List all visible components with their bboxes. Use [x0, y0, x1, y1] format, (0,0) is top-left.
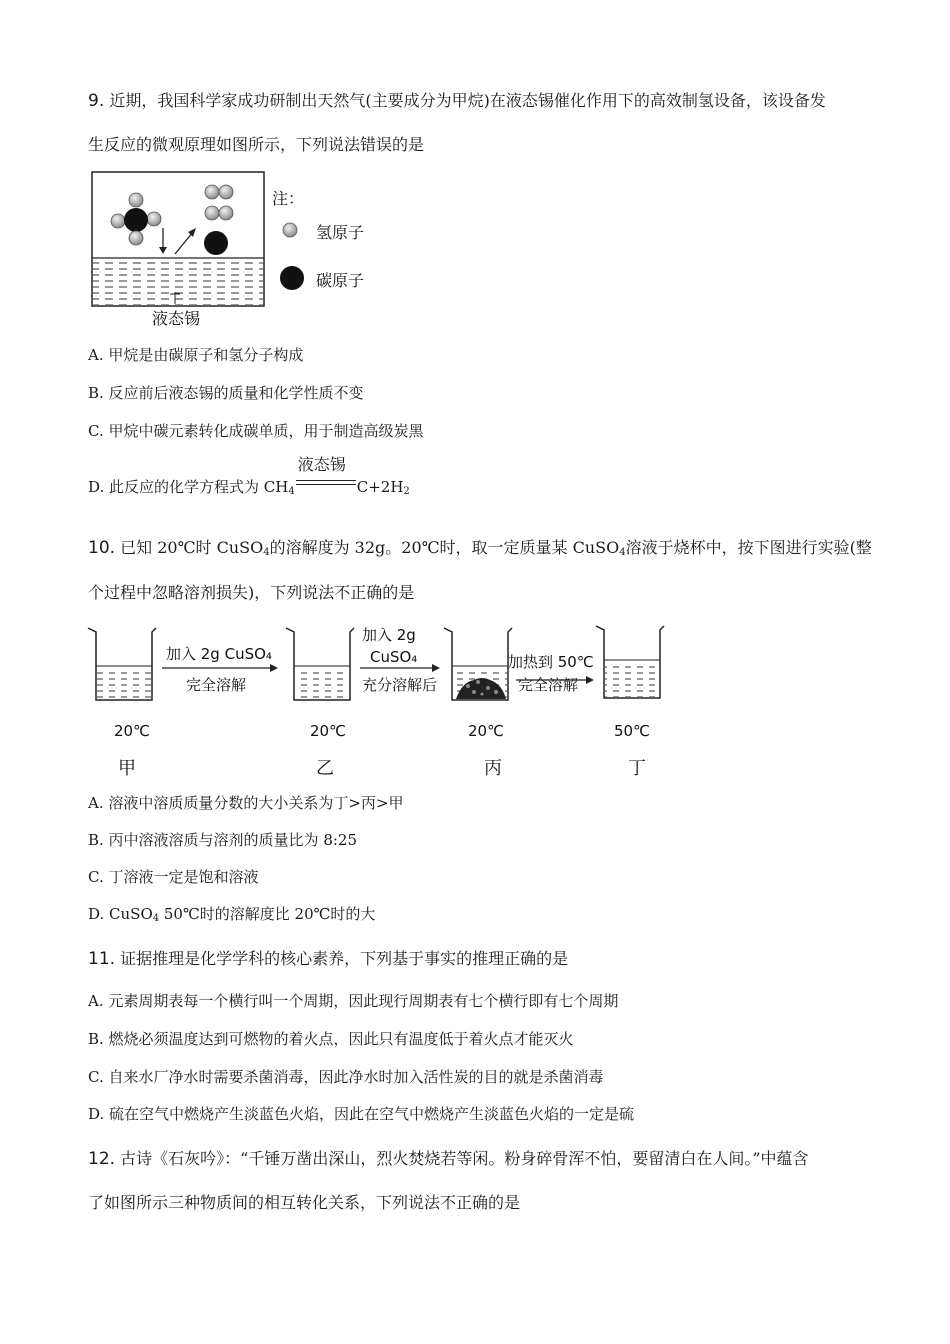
beaker-jia	[88, 628, 156, 700]
legend-h-icon	[283, 223, 297, 237]
q10-d-b: 50℃时的溶解度比 20℃时的大	[159, 905, 376, 923]
step2-bottom: 充分溶解后	[362, 676, 438, 694]
q10-d-a: D. CuSO	[88, 905, 153, 923]
c-atom	[204, 231, 228, 255]
q9-d-arrow	[296, 455, 356, 492]
q10-sub-b: 4	[619, 547, 626, 558]
step3-bottom: 完全溶解	[518, 676, 579, 694]
beaker-temp: 20℃	[468, 722, 504, 740]
q10-d-sub: 4	[152, 913, 160, 924]
q9-d-sub1: 4	[288, 486, 295, 497]
tin-label: 液态锡	[152, 309, 201, 328]
beaker-ding	[596, 626, 664, 698]
q12-stem-line1	[88, 1146, 809, 1169]
beaker-temp: 20℃	[310, 722, 346, 740]
q9-diagram	[90, 170, 380, 330]
h-atom	[129, 193, 143, 207]
q10-option-c: C. 丁溶液一定是饱和溶液	[88, 868, 259, 886]
c-atom	[124, 208, 148, 232]
legend-c-label: 碳原子	[316, 271, 365, 290]
q11-option-c: C. 自来水厂净水时需要杀菌消毒，因此净水时加入活性炭的目的就是杀菌消毒	[88, 1068, 604, 1086]
step1-bottom: 完全溶解	[186, 676, 247, 694]
q9-stem-line2: 生反应的微观原理如图所示，下列说法错误的是	[88, 135, 425, 154]
q10-text-c: 溶液于烧杯中，按下图进行实验(整	[625, 538, 872, 557]
q11-option-b: B. 燃烧必须温度达到可燃物的着火点，因此只有温度低于着火点才能灭火	[88, 1030, 574, 1048]
q10-stem-line1	[88, 535, 872, 558]
q9-text-1: 近期，我国科学家成功研制出天然气(主要成分为甲烷)在液态锡催化作用下的高效制氢设备，该设备发	[109, 91, 826, 110]
q11-number: 11.	[88, 949, 116, 969]
q10-text-a: 已知 20℃时 CuSO	[120, 538, 264, 557]
q10-sub-a: 4	[263, 547, 270, 558]
q9-d-sub2: 2	[403, 486, 410, 497]
step2-top2: CuSO₄	[370, 648, 418, 666]
step1-top: 加入 2g CuSO₄	[166, 645, 272, 663]
q10-option-d	[88, 903, 375, 924]
beaker-label: 丁	[628, 758, 646, 779]
h-atom	[129, 231, 143, 245]
legend-title: 注：	[272, 189, 305, 208]
q10-number: 10.	[88, 538, 116, 558]
q9-d-products: C+2H	[356, 478, 404, 496]
beaker-yi	[286, 628, 354, 700]
beaker-label: 甲	[118, 758, 136, 779]
q10-option-a: A. 溶液中溶质质量分数的大小关系为丁>丙>甲	[88, 794, 404, 812]
step3-top: 加热到 50℃	[508, 653, 594, 671]
q11-text: 证据推理是化学学科的核心素养，下列基于事实的推理正确的是	[120, 949, 569, 968]
q9-stem-line1	[88, 88, 826, 111]
beaker-label: 丙	[484, 758, 502, 779]
q9-d-condition: 液态锡	[297, 455, 346, 474]
q11-stem	[88, 946, 568, 969]
step2-top1: 加入 2g	[362, 626, 416, 644]
q11-option-d: D. 硫在空气中燃烧产生淡蓝色火焰，因此在空气中燃烧产生淡蓝色火焰的一定是硫	[88, 1105, 635, 1123]
q10-diagram	[84, 622, 684, 782]
q10-option-b: B. 丙中溶液溶质与溶剂的质量比为 8:25	[88, 831, 358, 849]
q10-stem-line2: 个过程中忽略溶剂损失)，下列说法不正确的是	[88, 583, 415, 602]
q10-text-b: 的溶解度为 32g。20℃时，取一定质量某 CuSO	[269, 538, 620, 557]
q12-stem-line2: 了如图所示三种物质间的相互转化关系，下列说法不正确的是	[88, 1193, 521, 1212]
q9-number: 9.	[88, 91, 105, 111]
q12-text-1: 古诗《石灰吟》：“千锤万凿出深山，烈火焚烧若等闲。粉身碎骨浑不怕，要留清白在人间。”中蕴含	[120, 1149, 809, 1168]
beaker-bing	[444, 628, 512, 700]
beaker-temp: 50℃	[614, 722, 650, 740]
beaker-temp: 20℃	[114, 722, 150, 740]
beaker-label: 乙	[316, 758, 334, 779]
h-atom	[111, 214, 125, 228]
legend-h-label: 氢原子	[316, 223, 365, 242]
q9-d-prefix: D. 此反应的化学方程式为 CH	[88, 478, 289, 496]
q9-option-b: B. 反应前后液态锡的质量和化学性质不变	[88, 384, 364, 402]
q9-option-a: A. 甲烷是由碳原子和氢分子构成	[88, 346, 304, 364]
q9-option-d	[88, 455, 410, 497]
legend-c-icon	[280, 266, 304, 290]
q9-option-c: C. 甲烷中碳元素转化成碳单质，用于制造高级炭黑	[88, 422, 424, 440]
q12-number: 12.	[88, 1149, 116, 1169]
h-atom	[147, 212, 161, 226]
q11-option-a: A. 元素周期表每一个横行叫一个周期，因此现行周期表有七个横行即有七个周期	[88, 992, 619, 1010]
